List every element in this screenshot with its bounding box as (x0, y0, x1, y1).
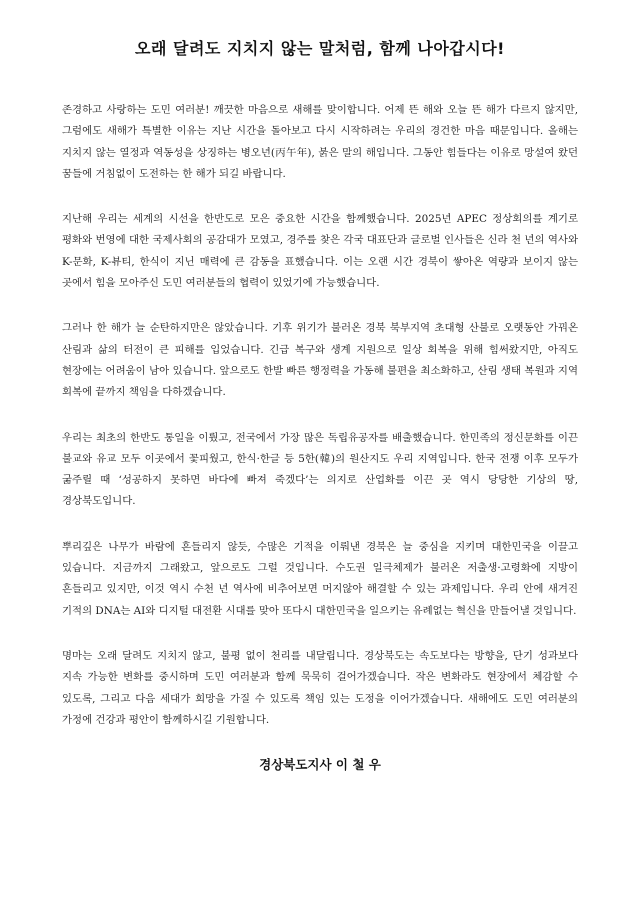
paragraph-closing: 명마는 오래 달려도 지치지 않고, 불평 없이 천리를 내달립니다. 경상북도는 속도보다는 방향을, 단기 성과보다 지속 가능한 변화를 중시하며 도민 여러분과 함께 묵묵히 걸어가겠습니다. 작은 변화라도 현장에서 체감할 수 있도록, 그리고 다음 세대가 희망을 가질 수 있도록 책임 있는 도정을 이어가겠습니다. 새해에도 도민 여러분의 가정에 건강과 평안이 함께하시길 기원합니다. (62, 649, 578, 726)
letter-body (62, 100, 578, 731)
paragraph-future: 뿌리깊은 나무가 바람에 흔들리지 않듯, 수많은 기적을 이뤄낸 경북은 늘 중심을 지키며 대한민국을 이끌고 있습니다. 지금까지 그래왔고, 앞으로도 그럴 것입니다. 수도권 일극체제가 불러온 저출생·고령화에 지방이 흔들리고 있지만, 이것 역시 수천 년 역사에 비추어보면 머지않아 해결할 수 있는 과제입니다. 우리 안에 새겨진 기적의 DNA는 AI와 디지털 대전환 시대를 맞아 또다시 대한민국을 일으키는 유례없는 혁신을 만들어낼 것입니다. (62, 540, 578, 617)
page-title: 오래 달려도 지치지 않는 말처럼, 함께 나아갑시다! (135, 39, 505, 58)
paragraph-history: 우리는 최초의 한반도 통일을 이뤘고, 전국에서 가장 많은 독립유공자를 배출했습니다. 한민족의 정신문화를 이끈 불교와 유교 모두 이곳에서 꽃피웠고, 한식·한글 등 5한(韓)의 원산지도 우리 지역입니다. 한국 전쟁 이후 모두가 굶주릴 때 ‘성공하지 못하면 바다에 빠져 죽겠다’는 의지로 산업화를 이끈 곳 역시 당당한 기상의 땅, 경상북도입니다. (62, 431, 578, 508)
paragraph-greeting: 존경하고 사랑하는 도민 여러분! 깨끗한 마음으로 새해를 맞이합니다. 어제 뜬 해와 오늘 뜬 해가 다르지 않지만, 그럼에도 새해가 특별한 이유는 지난 시간을 돌아보고 다시 시작하려는 우리의 경건한 마음 때문입니다. 올해는 지치지 않는 열정과 역동성을 상징하는 병오년(丙午年), 붉은 말의 해입니다. 그동안 힘들다는 이유로 망설여 왔던 꿈들에 거침없이 도전하는 한 해가 되길 바랍니다. (62, 104, 578, 180)
paragraph-wildfire: 그러나 한 해가 늘 순탄하지만은 않았습니다. 기후 위기가 불러온 경북 북부지역 초대형 산불로 오랫동안 가꿔온 산림과 삶의 터전이 큰 피해를 입었습니다. 긴급 복구와 생계 지원으로 일상 회복을 위해 힘써왔지만, 아직도 현장에는 어려움이 남아 있습니다. 앞으로도 한발 빠른 행정력을 가동해 불편을 최소화하고, 산림 생태 복원과 지역 회복에 끝까지 책임을 다하겠습니다. (62, 322, 578, 399)
paragraph-apec: 지난해 우리는 세계의 시선을 한반도로 모은 중요한 시간을 함께했습니다. 2025년 APEC 정상회의를 계기로 평화와 번영에 대한 국제사회의 공감대가 모였고, 경주를 찾은 각국 대표단과 글로벌 인사들은 신라 천 년의 역사와 K-문화, K-뷰티, 한식이 지닌 매력에 큰 감동을 표했습니다. 이는 오랜 시간 경북이 쌓아온 역량과 보이지 않는 곳에서 힘을 모아주신 도민 여러분들의 협력이 있었기에 가능했습니다. (62, 213, 578, 290)
signature: 경상북도지사 이 철 우 (259, 757, 381, 773)
